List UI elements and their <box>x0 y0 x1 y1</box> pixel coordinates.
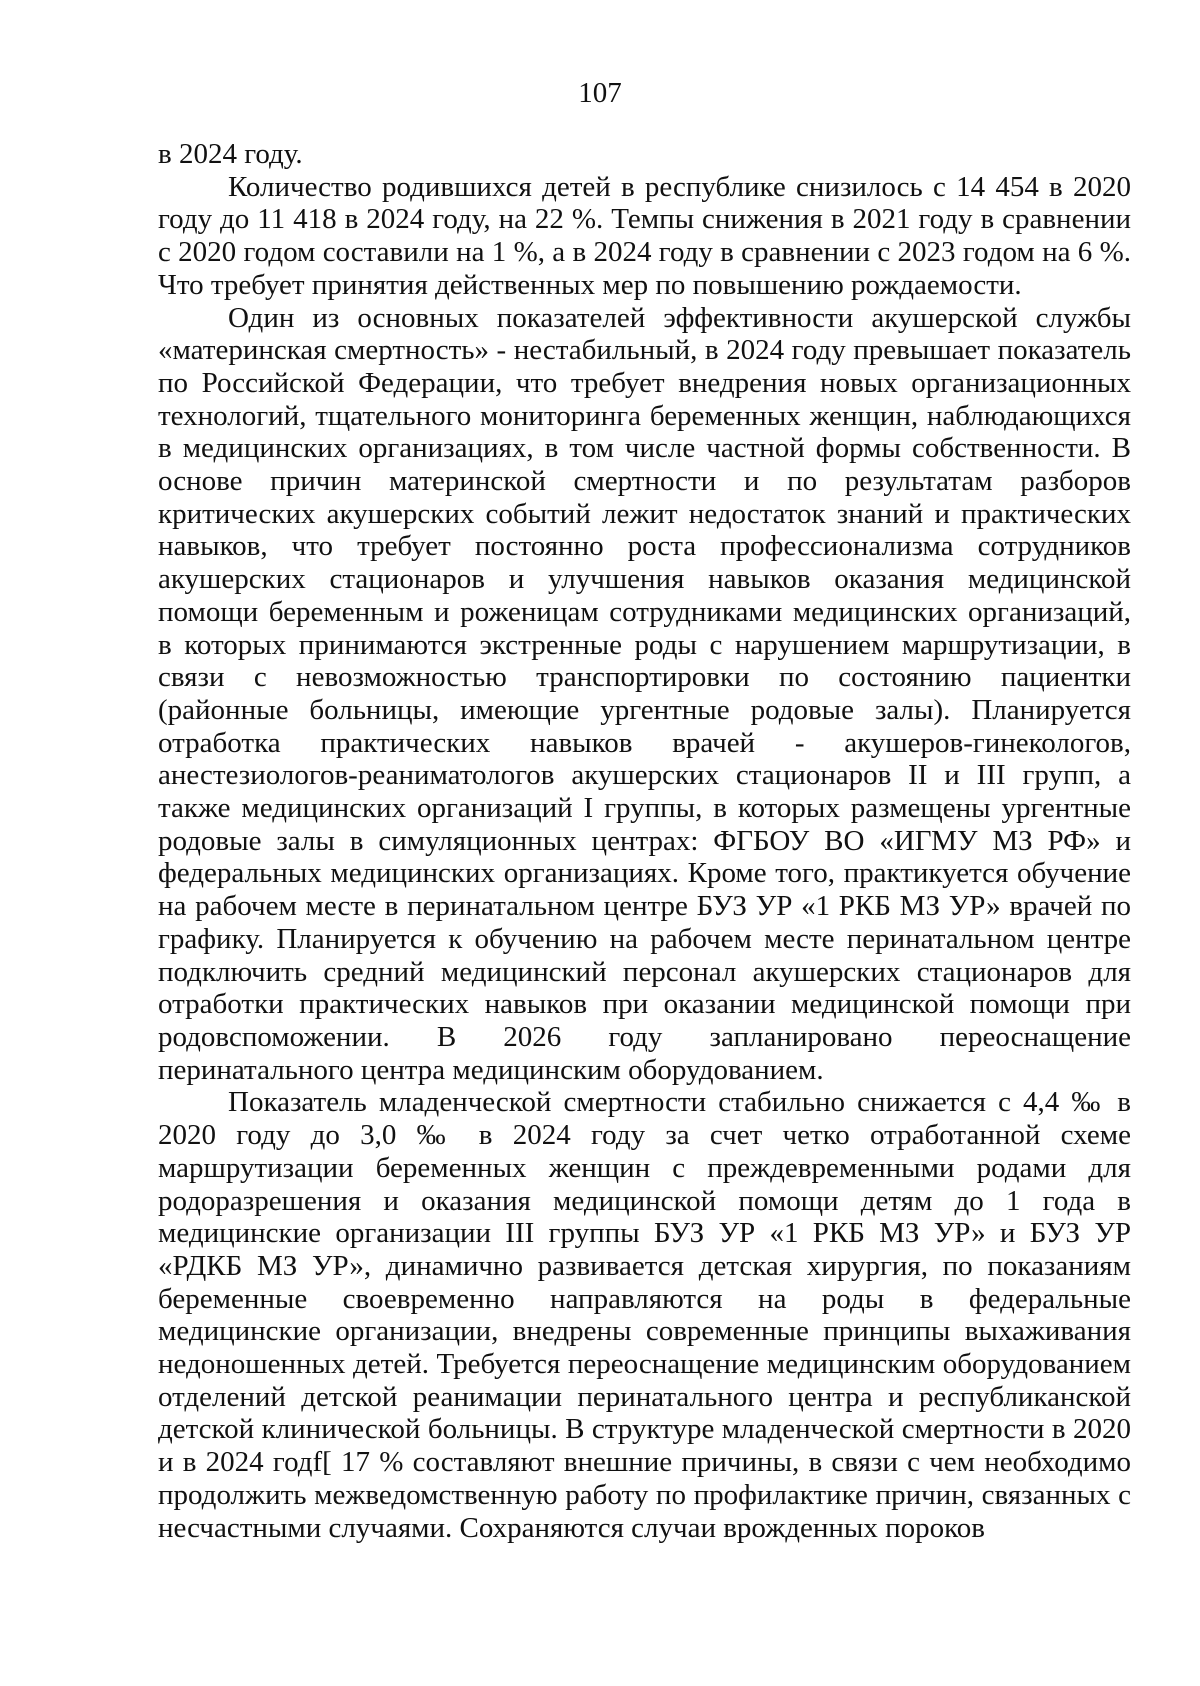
document-body <box>158 138 1131 1544</box>
paragraph-continuation: в 2024 году. <box>158 138 303 170</box>
paragraph-birth-rate: Количество родившихся детей в республике снизилось с 14 454 в 2020 году до 11 418 в 2024 году, на 22 %. Темпы снижения в 2021 году в сравнении с 2020 годом составили на 1 %, а в 2024 году в сравнении с 2023 годом на 6 %. Что требует принятия действенных мер по повышению рождаемости. <box>158 170 1131 301</box>
paragraph-infant-mortality: Показатель младенческой смертности стабильно снижается с 4,4 ‰ в 2020 году до 3,0 ‰ в 2024 году за счет четко отработанной схеме маршрутизации беременных женщин с преждевременными родами для родоразрешения и оказания медицинской помощи детям до 1 года в медицинские организации III группы БУЗ УР «1 РКБ МЗ УР» и БУЗ УР «РДКБ МЗ УР», динамично развивается детская хирургия, по показаниям беременные своевременно направляются на роды в федеральные медицинские организации, внедрены современные принципы выхаживания недоношенных детей. Требуется переоснащение медицинским оборудованием отделений детской реанимации перинатального центра и республиканской детской клинической больницы. В структуре младенческой смертности в 2020 и в 2024 годf[ 17 % составляют внешние причины, в связи с чем необходимо продолжить межведомственную работу по профилактике причин, связанных с несчастными случаями. Сохраняются случаи врожденных пороков <box>158 1086 1131 1544</box>
page-number: 107 <box>578 77 622 109</box>
paragraph-maternal-mortality: Один из основных показателей эффективности акушерской службы «материнская смертность» - нестабильный, в 2024 году превышает показатель по Российской Федерации, что требует внедрения новых организационных технологий, тщательного мониторинга беременных женщин, наблюдающихся в медицинских организациях, в том числе частной формы собственности. В основе причин материнской смертности и по результатам разборов критических акушерских событий лежит недостаток знаний и практических навыков, что требует постоянно роста профессионализма сотрудников акушерских стационаров и улучшения навыков оказания медицинской помощи беременным и роженицам сотрудниками медицинских организаций, в которых принимаются экстренные роды с нарушением маршрутизации, в связи с невозможностью транспортировки по состоянию пациентки (районные больницы, имеющие ургентные родовые залы). Планируется отработка практических навыков врачей - акушеров-гинекологов, анестезиологов-реаниматологов акушерских стационаров II и III групп, а также медицинских организаций I группы, в которых размещены ургентные родовые залы в симуляционных центрах: ФГБОУ ВО «ИГМУ МЗ РФ» и федеральных медицинских организациях. Кроме того, практикуется обучение на рабочем месте в перинатальном центре БУЗ УР «1 РКБ МЗ УР» врачей по графику. Планируется к обучению на рабочем месте перинатальном центре подключить средний медицинский персонал акушерских стационаров для отработки практических навыков при оказании медицинской помощи при родовспоможении. В 2026 году запланировано переоснащение перинатального центра медицинским оборудованием. <box>158 301 1131 1086</box>
